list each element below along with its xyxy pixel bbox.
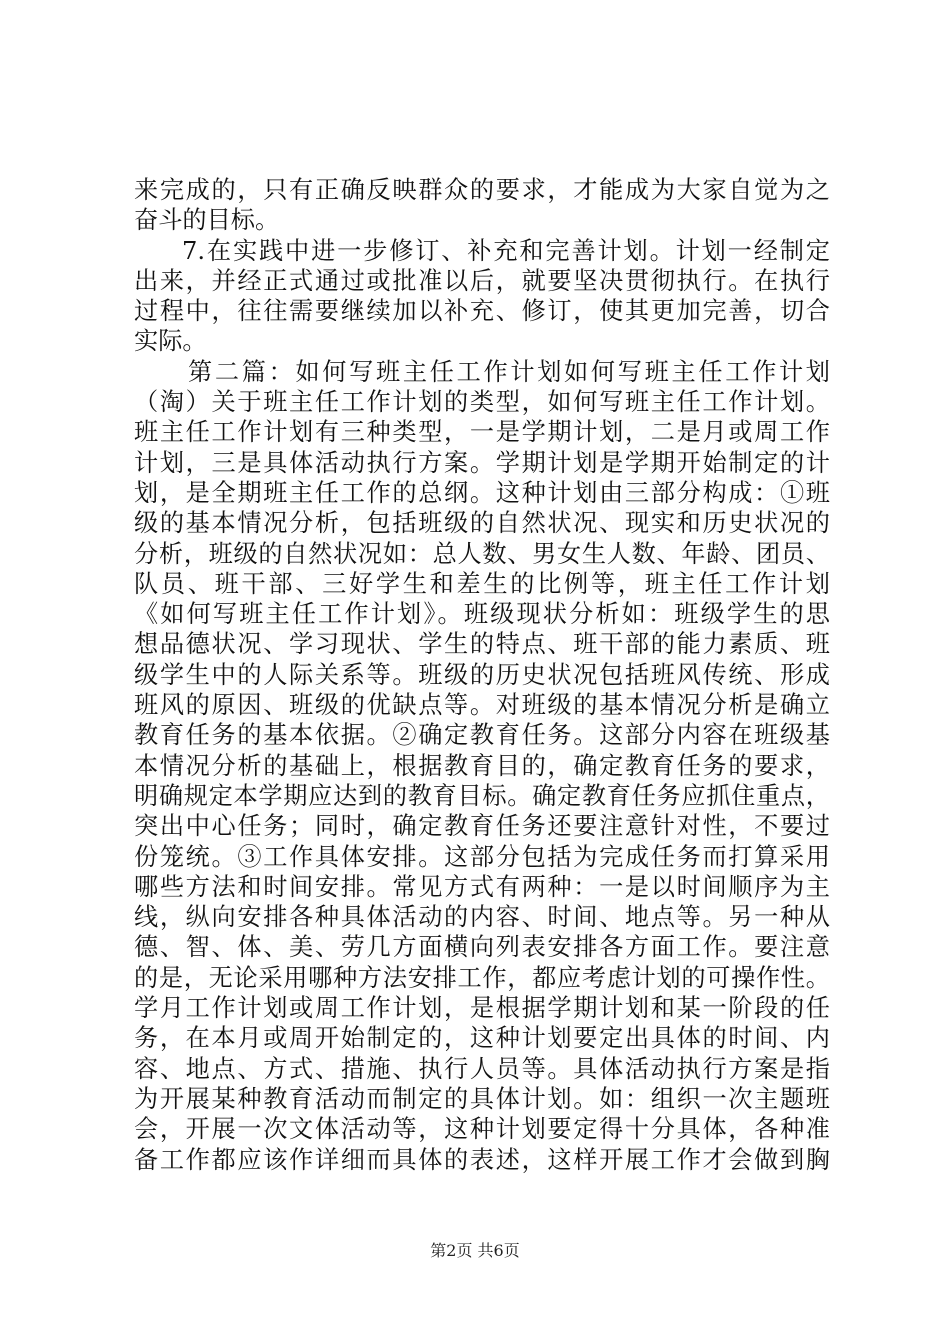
- text-line: 本情况分析的基础上，根据教育目的，确定教育任务的要求，: [134, 751, 830, 780]
- text-line: 哪些方法和时间安排。常见方式有两种：一是以时间顺序为主: [134, 872, 830, 901]
- text-line: 奋斗的目标。: [134, 206, 280, 235]
- text-line: 级的基本情况分析，包括班级的自然状况、现实和历史状况的: [134, 509, 830, 538]
- page-number-label: 第2页 共6页: [430, 1241, 520, 1260]
- text-line: 实际。: [134, 327, 207, 356]
- text-line: 来完成的，只有正确反映群众的要求，才能成为大家自觉为之: [134, 176, 830, 204]
- text-line: 班风的原因、班级的优缺点等。对班级的基本情况分析是确立: [134, 691, 830, 720]
- text-line: 划，是全期班主任工作的总纲。这种计划由三部分构成：①班: [134, 478, 830, 507]
- text-line: 队员、班干部、三好学生和差生的比例等，班主任工作计划: [134, 569, 830, 598]
- text-line: 德、智、体、美、劳几方面横向列表安排各方面工作。要注意: [134, 933, 830, 962]
- section-heading-line: 第二篇：如何写班主任工作计划如何写班主任工作计划: [188, 357, 830, 386]
- text-line: 《如何写班主任工作计划》。班级现状分析如：班级学生的思: [134, 600, 830, 629]
- text-line: 过程中，往往需要继续加以补充、修订，使其更加完善，切合: [134, 297, 830, 326]
- text-line: 容、地点、方式、措施、执行人员等。具体活动执行方案是指: [134, 1054, 830, 1083]
- text-line: 为开展某种教育活动而制定的具体计划。如：组织一次主题班: [134, 1084, 830, 1113]
- text-line: 备工作都应该作详细而具体的表述，这样开展工作才会做到胸: [134, 1145, 830, 1174]
- text-line: 教育任务的基本依据。②确定教育任务。这部分内容在班级基: [134, 721, 830, 750]
- text-line: 出来，并经正式通过或批准以后，就要坚决贯彻执行。在执行: [134, 266, 830, 295]
- text-line: 分析，班级的自然状况如：总人数、男女生人数、年龄、团员、: [134, 539, 830, 568]
- body-text: [134, 175, 830, 1175]
- text-line: 学月工作计划或周工作计划，是根据学期计划和某一阶段的任: [134, 994, 830, 1023]
- text-line: 计划，三是具体活动执行方案。学期计划是学期开始制定的计: [134, 448, 830, 477]
- text-line: 级学生中的人际关系等。班级的历史状况包括班风传统、形成: [134, 660, 830, 689]
- text-line: 线，纵向安排各种具体活动的内容、时间、地点等。另一种从: [134, 903, 830, 932]
- text-line: 班主任工作计划有三种类型，一是学期计划，二是月或周工作: [134, 418, 830, 447]
- text-line: 务，在本月或周开始制定的，这种计划要定出具体的时间、内: [134, 1024, 830, 1053]
- text-line: 份笼统。③工作具体安排。这部分包括为完成任务而打算采用: [134, 842, 830, 871]
- text-line: 明确规定本学期应达到的教育目标。确定教育任务应抓住重点，: [134, 781, 830, 810]
- text-line: 7.在实践中进一步修订、补充和完善计划。计划一经制定: [182, 236, 830, 265]
- page-footer: [0, 1241, 950, 1261]
- text-line: 会，开展一次文体活动等，这种计划要定得十分具体，各种准: [134, 1115, 830, 1144]
- text-line: （淘）关于班主任工作计划的类型，如何写班主任工作计划。: [134, 388, 830, 417]
- text-line: 突出中心任务；同时，确定教育任务还要注意针对性，不要过: [134, 812, 830, 841]
- text-line: 的是，无论采用哪种方法安排工作，都应考虑计划的可操作性。: [134, 963, 830, 992]
- text-line: 想品德状况、学习现状、学生的特点、班干部的能力素质、班: [134, 630, 830, 659]
